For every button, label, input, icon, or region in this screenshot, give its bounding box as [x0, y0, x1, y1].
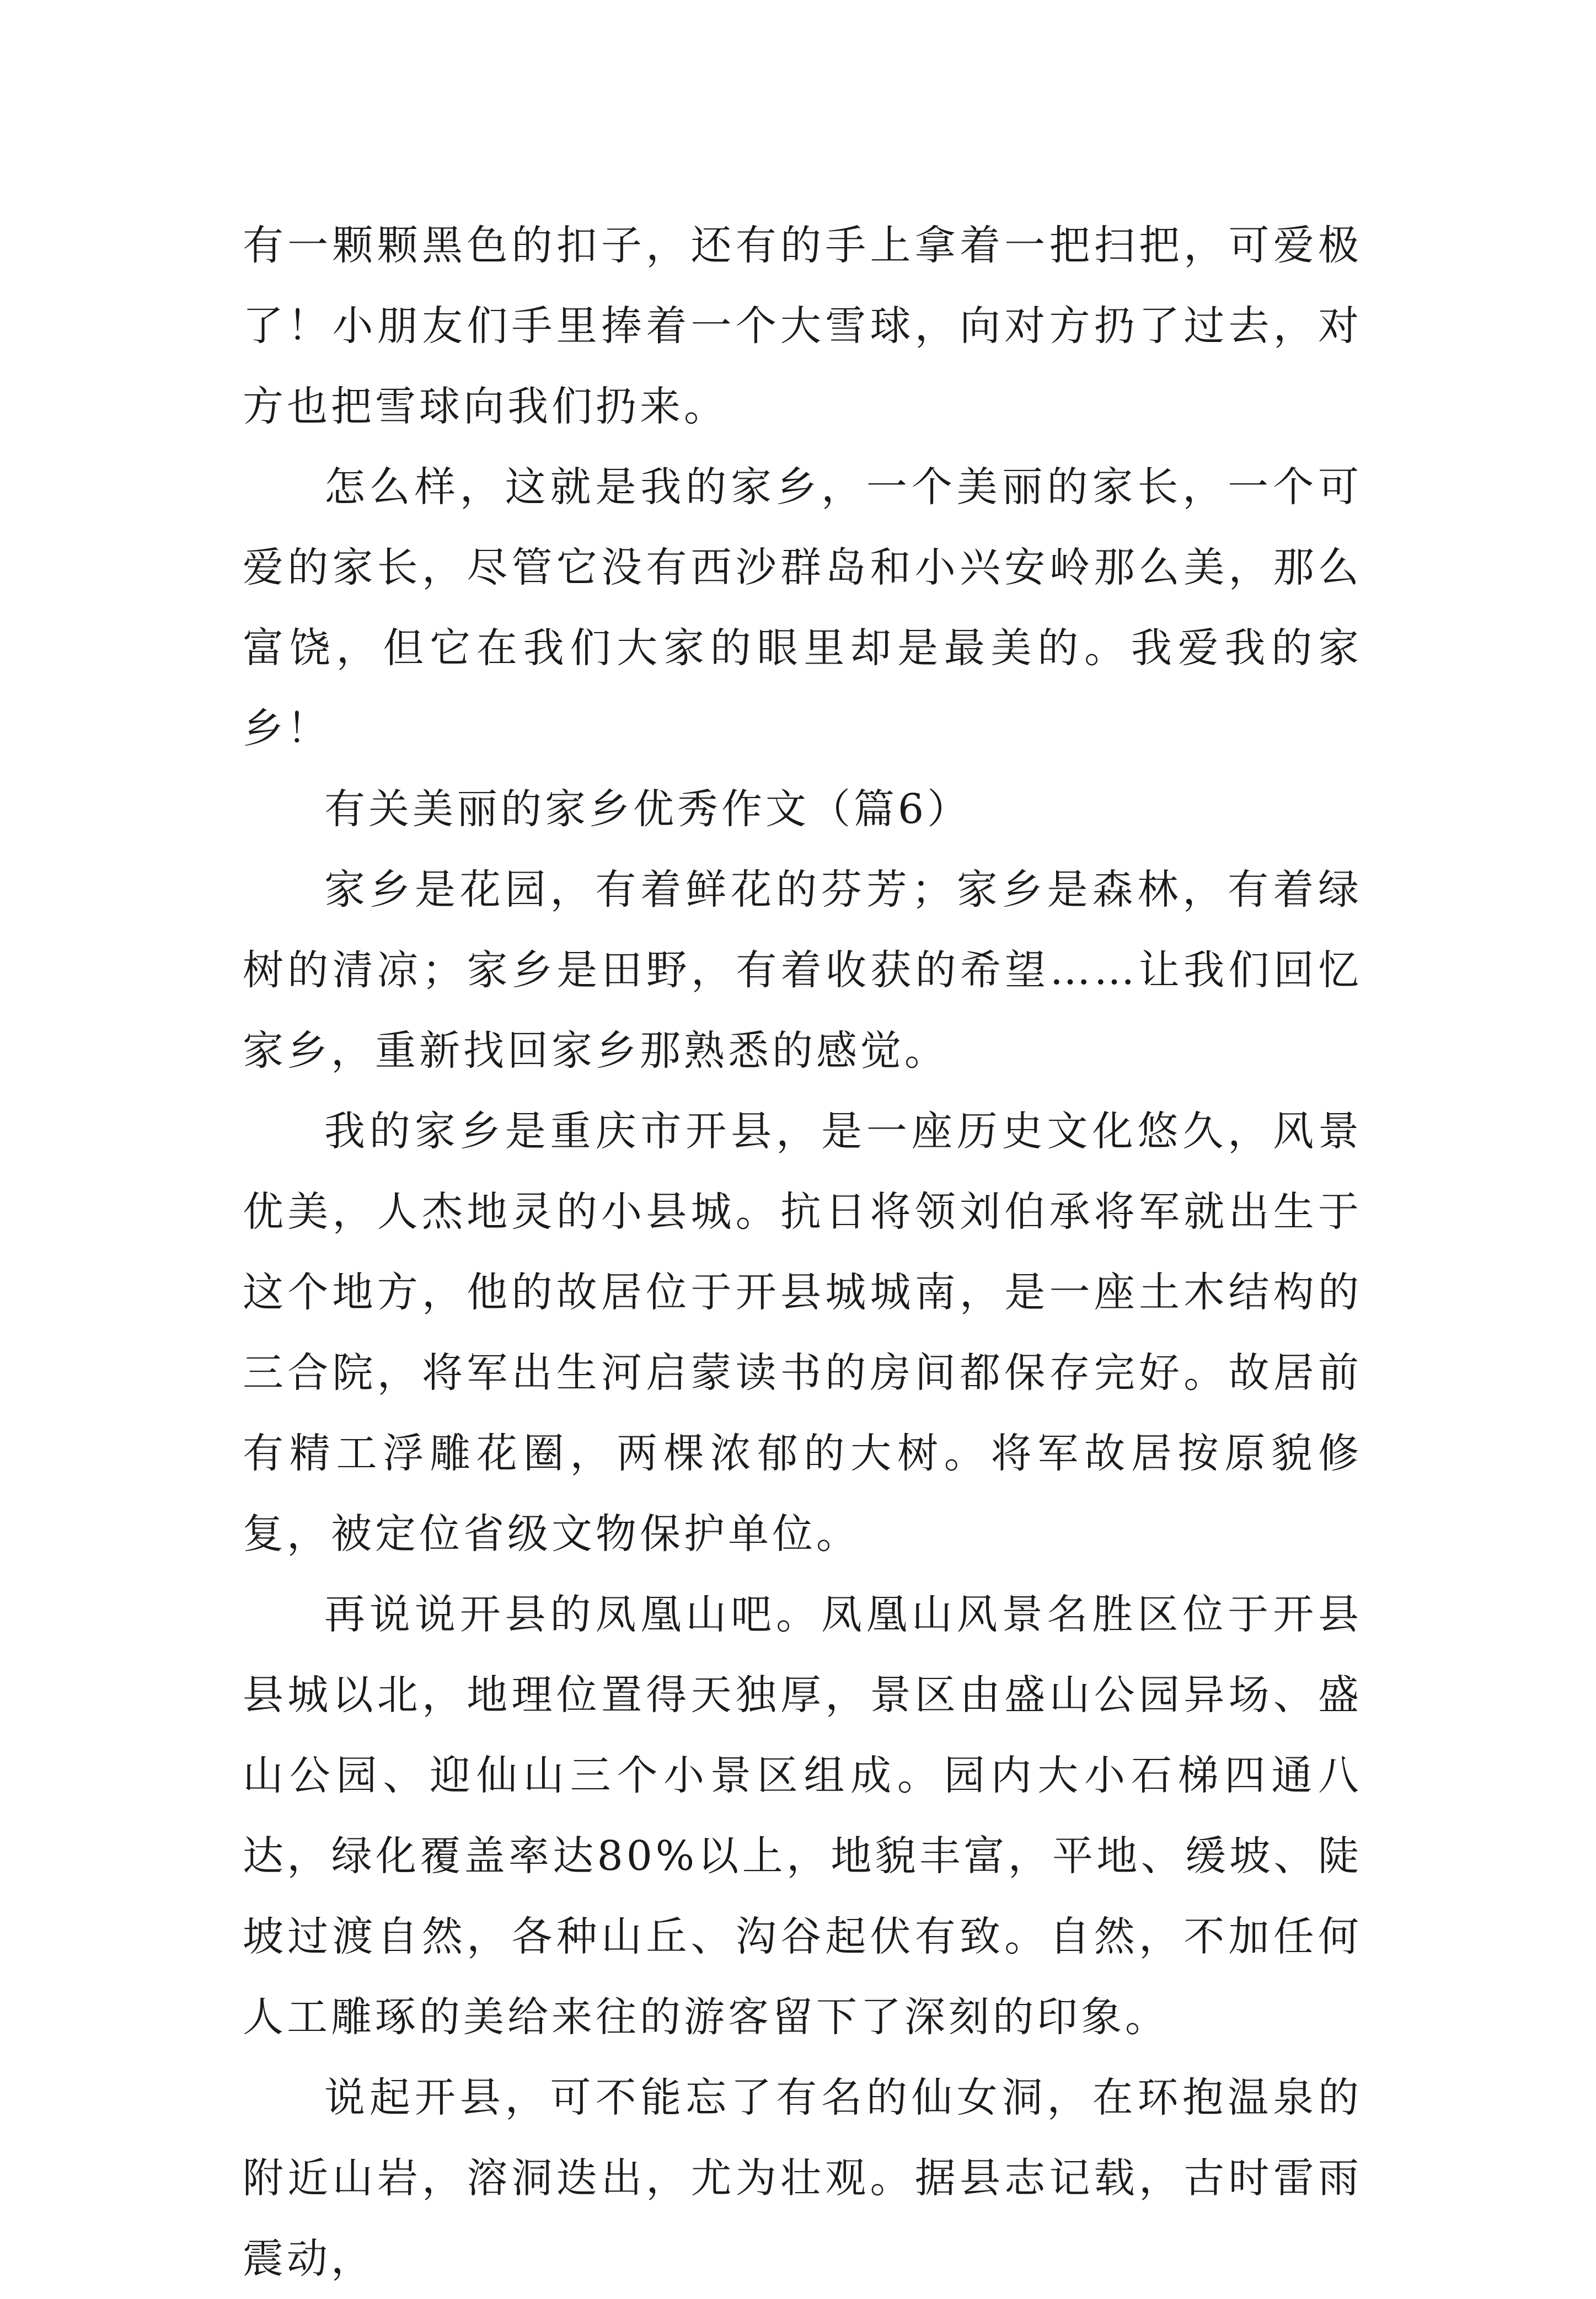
paragraph-continuation: 有一颗颗黑色的扣子，还有的手上拿着一把扫把，可爱极了！小朋友们手里捧着一个大雪球，向对方扔了过去，对方也把雪球向我们扔来。: [243, 222, 1362, 430]
paragraph-fenghuang-mountain: 再说说开县的凤凰山吧。凤凰山风景名胜区位于开县县城以北，地理位置得天独厚，景区由盛山公园异场、盛山公园、迎仙山三个小景区组成。园内大小石梯四通八达，绿化覆盖率达80%以上，地貌丰富，平地、缓坡、陡坡过渡自然，各种山丘、沟谷起伏有致。自然，不加任何人工雕琢的美给来往的游客留下了深刻的印象。: [243, 1591, 1362, 2041]
paragraph-kaixian: 我的家乡是重庆市开县，是一座历史文化悠久，风景优美，人杰地灵的小县城。抗日将领刘伯承将军就出生于这个地方，他的故居位于开县城城南，是一座土木结构的三合院，将军出生河启蒙读书的房间都保存完好。故居前有精工浮雕花圈，两棵浓郁的大树。将军故居按原貌修复，被定位省级文物保护单位。: [243, 1108, 1362, 1558]
paragraph-fairy-cave: 说起开县，可不能忘了有名的仙女洞，在环抱温泉的附近山岩，溶洞迭出，尤为壮观。据县志记载，古时雷雨震动，: [243, 2074, 1362, 2282]
paragraph-hometown-summary: 怎么样，这就是我的家乡，一个美丽的家长，一个可爱的家长，尽管它没有西沙群岛和小兴安岭那么美，那么富饶，但它在我们大家的眼里却是最美的。我爱我的家乡！: [243, 463, 1362, 752]
paragraph-intro: 家乡是花园，有着鲜花的芬芳；家乡是森林，有着绿树的清凉；家乡是田野，有着收获的希望……让我们回忆家乡，重新找回家乡那熟悉的感觉。: [243, 866, 1362, 1074]
body-text: [243, 205, 1362, 2299]
section-heading: 有关美丽的家乡优秀作文（篇6）: [324, 785, 972, 833]
